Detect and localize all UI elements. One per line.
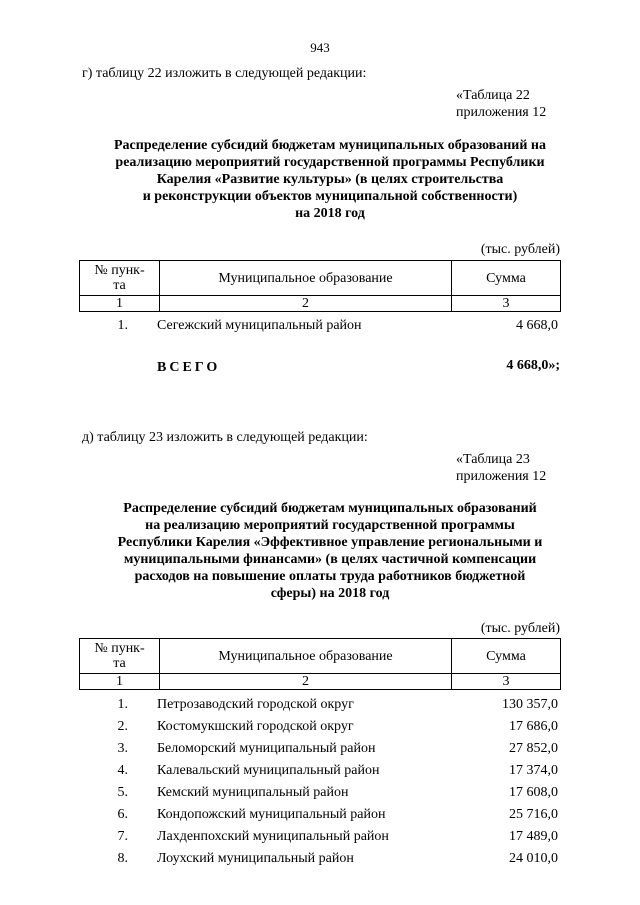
row-municipality: Беломорский муниципальный район xyxy=(157,741,376,756)
section-d-intro: д) таблицу 23 изложить в следующей редакции: xyxy=(82,430,368,445)
section-g-title-line: Распределение субсидий бюджетам муниципальных образований на xyxy=(114,138,546,153)
section-g-units: (тыс. рублей) xyxy=(480,242,560,257)
section-d-units: (тыс. рублей) xyxy=(480,621,560,636)
row-sum: 17 374,0 xyxy=(509,763,558,778)
row-municipality: Лоухский муниципальный район xyxy=(157,851,354,866)
header-index-3: 3 xyxy=(452,296,561,312)
row-sum: 4 668,0 xyxy=(516,318,558,333)
row-sum: 27 852,0 xyxy=(509,741,558,756)
row-municipality: Кондопожский муниципальный район xyxy=(157,807,386,822)
section-g-title-line: на 2018 год xyxy=(295,206,365,221)
section-d-title-line: Распределение субсидий бюджетам муниципальных образований xyxy=(123,501,537,516)
section-g-title-line: реализацию мероприятий государственной программы Республики xyxy=(115,155,545,170)
section-g-table-header xyxy=(79,260,561,312)
total-label: ВСЕГО xyxy=(157,360,221,375)
row-number: 8. xyxy=(117,851,128,866)
header-index-1: 1 xyxy=(80,296,160,312)
row-number: 7. xyxy=(117,829,128,844)
row-sum: 130 357,0 xyxy=(502,697,558,712)
row-municipality: Лахденпохский муниципальный район xyxy=(157,829,389,844)
row-sum: 17 489,0 xyxy=(509,829,558,844)
row-number: 1. xyxy=(117,318,128,333)
header-index-2: 2 xyxy=(160,674,452,690)
row-number: 3. xyxy=(117,741,128,756)
total-value: 4 668,0»; xyxy=(506,358,560,373)
row-municipality: Костомукшский городской округ xyxy=(157,719,354,734)
section-d-title-line: муниципальными финансами» (в целях частичной компенсации xyxy=(123,552,537,567)
row-municipality: Кемский муниципальный район xyxy=(157,785,349,800)
row-number: 5. xyxy=(117,785,128,800)
header-col-sum: Сумма xyxy=(452,261,561,296)
section-g-title xyxy=(60,137,600,222)
row-sum: 25 716,0 xyxy=(509,807,558,822)
header-col-number: № пунк- та xyxy=(80,639,160,674)
header-index-2: 2 xyxy=(160,296,452,312)
section-d-table-ref-line1: «Таблица 23 xyxy=(456,452,530,467)
row-municipality: Калевальский муниципальный район xyxy=(157,763,380,778)
header-index-3: 3 xyxy=(452,674,561,690)
row-sum: 17 686,0 xyxy=(509,719,558,734)
section-d-title-line: расходов на повышение оплаты труда работников бюджетной xyxy=(134,569,526,584)
header-index-1: 1 xyxy=(80,674,160,690)
section-g-table-ref-line2: приложения 12 xyxy=(456,105,547,120)
section-d-table-ref-line2: приложения 12 xyxy=(456,469,547,484)
row-number: 6. xyxy=(117,807,128,822)
row-municipality: Петрозаводский городской округ xyxy=(157,697,354,712)
section-d-title-line: Республики Карелия «Эффективное управление региональными и xyxy=(117,535,543,550)
section-g-table-ref-line1: «Таблица 22 xyxy=(456,88,530,103)
header-col-municipality: Муниципальное образование xyxy=(160,261,452,296)
header-col-number: № пунк- та xyxy=(80,261,160,296)
row-number: 1. xyxy=(117,697,128,712)
row-sum: 24 010,0 xyxy=(509,851,558,866)
section-g-intro: г) таблицу 22 изложить в следующей редакции: xyxy=(82,66,367,81)
row-municipality: Сегежский муниципальный район xyxy=(157,318,362,333)
row-number: 4. xyxy=(117,763,128,778)
section-g-title-line: и реконструкции объектов муниципальной собственности) xyxy=(142,189,518,204)
row-sum: 17 608,0 xyxy=(509,785,558,800)
header-col-sum: Сумма xyxy=(452,639,561,674)
section-d-title xyxy=(60,500,600,602)
section-d-table-header xyxy=(79,638,561,690)
section-d-title-line: на реализацию мероприятий государственной программы xyxy=(145,518,515,533)
section-g-title-line: Карелия «Развитие культуры» (в целях строительства xyxy=(156,172,504,187)
header-col-municipality: Муниципальное образование xyxy=(160,639,452,674)
row-number: 2. xyxy=(117,719,128,734)
section-d-title-line: сферы) на 2018 год xyxy=(270,586,390,601)
page-number: 943 xyxy=(310,40,330,55)
